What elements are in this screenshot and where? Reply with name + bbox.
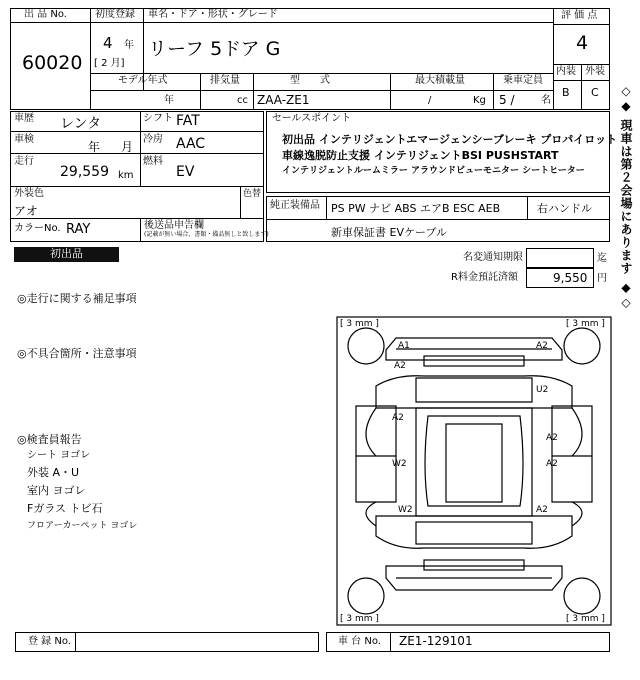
score: 4 — [576, 32, 589, 54]
max-load-unit: Kg — [473, 95, 486, 106]
lot-no-label: 出 品 No. — [24, 9, 67, 20]
car-name: リーフ 5ドア G — [148, 38, 281, 60]
fuel-label: 燃料 — [143, 156, 163, 167]
damage-mark: A2 — [394, 361, 406, 371]
tire-tl-label: [ 3 mm ] — [340, 319, 379, 329]
chassis-label: 車 台 No. — [338, 636, 381, 647]
side-banner: ◇◆ 現車は第２会場にあります ◆◇ — [619, 84, 633, 311]
first-reg-label: 初度登録 — [95, 9, 135, 20]
sales-points-label: セールスポイント — [272, 113, 352, 124]
model-year-label: モデル年式 — [118, 75, 168, 86]
damage-mark: A2 — [546, 459, 558, 469]
first-reg-year: 4 — [103, 34, 113, 52]
recycle-label: R料金預託済額 — [451, 272, 518, 283]
inspector-item: シート ヨゴレ — [27, 450, 91, 461]
color-no-label: カラーNo. — [14, 223, 61, 234]
model-year-unit: 年 — [164, 95, 174, 106]
color-change-label: 色替 — [243, 189, 262, 199]
reg-no-label: 登 録 No. — [28, 636, 71, 647]
damage-mark: A2 — [536, 505, 548, 515]
first-reg-month: [ 2 月] — [94, 58, 125, 69]
name-change-label: 名変通知期限 — [463, 252, 523, 263]
damage-mark: A1 — [398, 341, 410, 351]
displacement-unit: cc — [237, 95, 248, 106]
equipment-value: PS PW ナビ ABS エアB ESC AEB — [331, 202, 501, 215]
tire-bl-label: [ 3 mm ] — [340, 614, 379, 624]
ext-color-value: アオ — [14, 204, 38, 218]
defects-label: ◎不具合箇所・注意事項 — [17, 347, 137, 360]
tire-rear-right — [564, 578, 600, 614]
ext-color-label: 外装色 — [14, 188, 44, 199]
docs-label: 後送品申告欄 — [144, 220, 204, 231]
car-name-label: 車名・ドア・形状・グレード — [148, 9, 278, 20]
inspector-item: 室内 ヨゴレ — [27, 484, 86, 497]
type-value: ZAA-ZE1 — [257, 93, 310, 107]
name-change-unit: 迄 — [597, 253, 607, 264]
tire-tr-label: [ 3 mm ] — [566, 319, 605, 329]
recycle-value: 9,550 — [553, 271, 588, 285]
inspector-label: ◎検査員報告 — [17, 433, 82, 446]
inspector-item: フロアーカーペット ヨゴレ — [27, 521, 138, 531]
tire-front-left — [348, 328, 384, 364]
driving-notes-label: ◎走行に関する補足事項 — [17, 292, 137, 305]
mileage-label: 走行 — [14, 156, 34, 167]
inspection-year: 年 — [88, 140, 101, 154]
tire-front-right — [564, 328, 600, 364]
damage-mark: A2 — [546, 433, 558, 443]
inspection-label: 車検 — [14, 134, 34, 145]
exterior-grade: C — [591, 86, 599, 99]
equipment-label: 純正装備品 — [270, 200, 320, 211]
interior-grade: B — [562, 86, 570, 99]
capacity-label: 乗車定員 — [503, 75, 543, 86]
sales-points-line2: 車線逸脱防止支援 インテリジェントBSI PUSHSTART — [282, 149, 559, 162]
docs-note: (記載が無い場合、書類・備品無しと致します) — [144, 231, 269, 238]
damage-mark: W2 — [398, 505, 413, 515]
tire-br-label: [ 3 mm ] — [566, 614, 605, 624]
ac-label: 冷房 — [143, 134, 163, 145]
fuel-value: EV — [176, 164, 195, 180]
interior-label: 内装 — [556, 66, 576, 77]
first-listing-badge: 初出品 — [14, 247, 119, 262]
shift-value: FAT — [176, 113, 200, 129]
inspector-item: Fガラス トビ石 — [27, 502, 103, 515]
damage-mark: A2 — [536, 341, 548, 351]
car-condition-diagram — [336, 316, 612, 626]
mileage-unit: km — [118, 170, 134, 181]
sales-points-line3: インテリジェントルームミラー アラウンドビューモニター シートヒーター — [282, 166, 585, 176]
sales-points-line1: 初出品 インテリジェントエマージェンシーブレーキ プロパイロット — [282, 133, 618, 146]
history-value: レンタ — [60, 116, 102, 132]
type-label: 型 式 — [290, 75, 330, 86]
max-load-slash: / — [428, 95, 432, 106]
inspector-item: 外装 A・U — [27, 466, 80, 479]
mileage-value: 29,559 — [60, 164, 109, 180]
damage-mark: U2 — [536, 385, 549, 395]
capacity-unit: 名 — [541, 95, 551, 106]
score-label: 評 価 点 — [561, 10, 598, 21]
exterior-label: 外装 — [585, 66, 605, 77]
max-load-label: 最大積載量 — [415, 75, 465, 86]
tire-rear-left — [348, 578, 384, 614]
recycle-unit: 円 — [597, 273, 607, 284]
chassis-value: ZE1-129101 — [399, 634, 473, 648]
damage-mark: W2 — [392, 459, 407, 469]
steering: 右ハンドル — [537, 202, 592, 215]
first-reg-year-unit: 年 — [124, 40, 134, 51]
name-change-box — [526, 248, 594, 268]
capacity-value: 5 / — [499, 93, 515, 107]
damage-mark: A2 — [392, 413, 404, 423]
warranty: 新車保証書 EVケーブル — [331, 226, 447, 239]
history-label: 車歴 — [14, 113, 34, 124]
color-no-value: RAY — [66, 222, 91, 237]
displacement-label: 排気量 — [210, 75, 240, 86]
shift-label: シフト — [143, 113, 173, 124]
inspection-month: 月 — [121, 140, 134, 154]
ac-value: AAC — [176, 136, 206, 152]
lot-no: 60020 — [22, 52, 83, 74]
